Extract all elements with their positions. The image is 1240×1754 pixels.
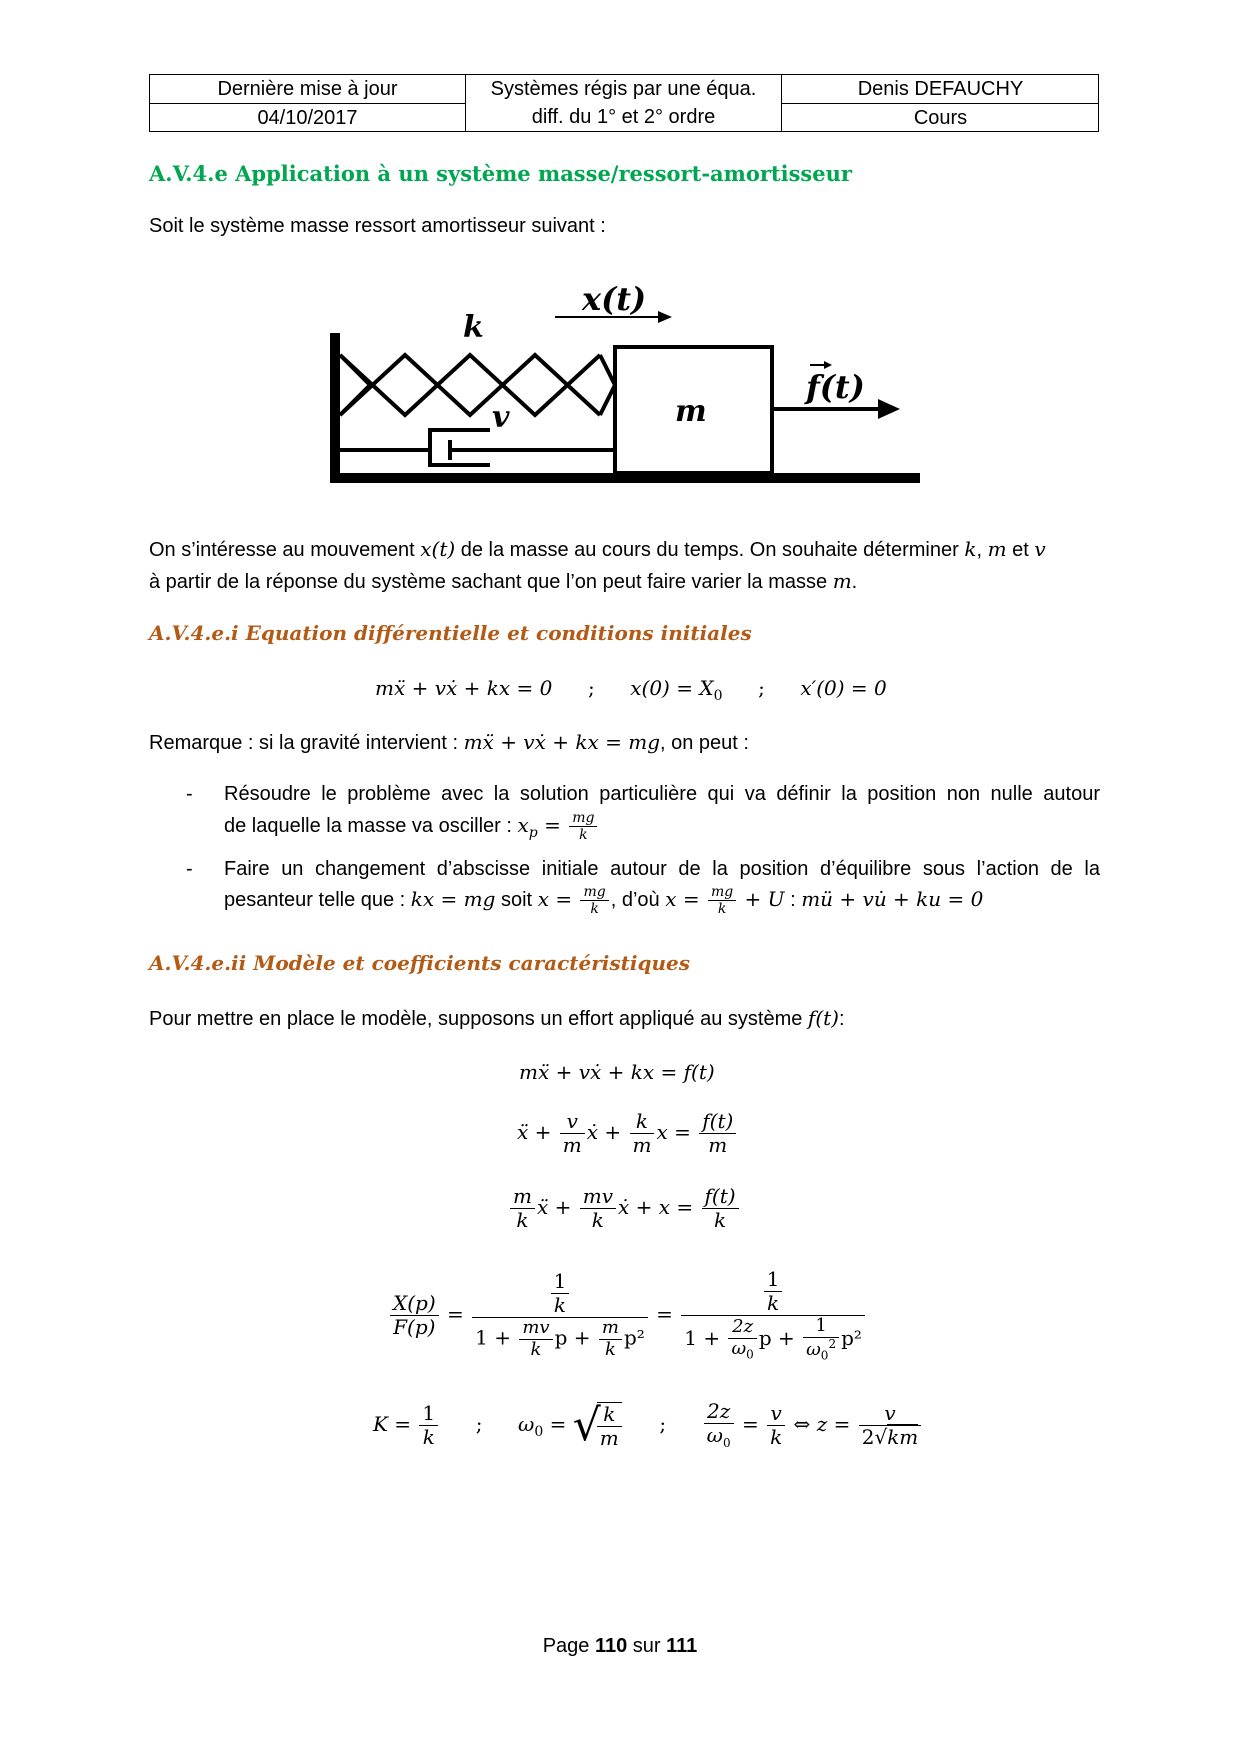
- mass-label: m: [675, 394, 707, 429]
- doc-title-line1: Systèmes régis par une équa.: [490, 77, 757, 100]
- model-equation-2: ẍ + $\frac{v}{m}$ ẋ + $\frac{k}{m}$ x = $\frac{f(t)}{m}$: [517, 1110, 738, 1157]
- damper-label: v: [492, 400, 510, 435]
- remark: Remarque : si la gravité intervient : mẍ + vẋ + kx = mg, on peut :: [149, 730, 749, 754]
- subsection-2-heading: A.V.4.e.ii Modèle et coefficients caractéristiques: [149, 951, 690, 975]
- bullet-2-dash: -: [186, 858, 193, 880]
- bullet-2-line-2: pesanteur telle que : kx = mg soit x = $\frac{mg}{k}$ , d’où x = $\frac{mg}{k}$ + U : mü + vu̇ + ku = 0: [224, 884, 984, 918]
- bullet-1-dash: -: [186, 783, 193, 805]
- sqrt-sign: √: [572, 1400, 601, 1451]
- ode-equation: mẍ + vẋ + kx = 0 ; $x(0) = X_0$ ; x′(0) = 0: [375, 676, 887, 704]
- displacement-label: x(t): [582, 280, 647, 318]
- bullet-2-line-1: Faire un changement d’abscisse initiale autour de la position d’équilibre sous l’action de la: [224, 858, 1100, 880]
- header-table: [149, 74, 1099, 132]
- mass-spring-damper-figure: [320, 275, 920, 495]
- bullet-1-line-2: de laquelle la masse va osciller : $x_p$ = $\frac{mg}{k}$: [224, 810, 599, 843]
- model-equation-1: mẍ + vẋ + kx = f(t): [519, 1060, 715, 1084]
- model-equation-3: $\frac{m}{k}$ ẍ + $\frac{mv}{k}$ ẋ + x = $\frac{f(t)}{k}$: [508, 1185, 741, 1232]
- paragraph-1-line-1: On s’intéresse au mouvement x(t) de la masse au cours du temps. On souhaite déterminer k, m et v: [149, 537, 1046, 561]
- spring-label: k: [463, 310, 484, 345]
- wall: [330, 333, 340, 483]
- transfer-function: $\frac{X(p)}{F(p)}$ = $\frac{1}{k}$ 1 + $\frac{mv}{k}$ p + $\frac{m}{k}$ p² = $\frac{1}{k}$ 1 + $\frac{2z}{\omega_0}$ p + $\frac{1}{\omega_0^2}$ p²: [388, 1268, 867, 1363]
- last-update-label: Dernière mise à jour: [217, 77, 398, 100]
- doc-title-line2: diff. du 1° et 2° ordre: [531, 105, 716, 128]
- section-intro: Soit le système masse ressort amortisseur suivant :: [149, 215, 606, 237]
- paragraph-1-line-2: à partir de la réponse du système sachant que l’on peut faire varier la masse m.: [149, 569, 858, 593]
- subsection-1-heading: A.V.4.e.i Equation différentielle et conditions initiales: [149, 621, 752, 645]
- characteristic-coefficients: K = $\frac{1}{k}$ ; $\omega_0$ = √ $\frac{k}{m}$ ; $\frac{2z}{\omega_0}$ = $\frac{v}{k}$ ⇔ z = $\frac{v}{2√km}$: [373, 1400, 923, 1451]
- subsection-2-intro: Pour mettre en place le modèle, supposons un effort appliqué au système f(t):: [149, 1006, 845, 1030]
- force-label: f(t): [806, 368, 865, 406]
- spring: [340, 355, 615, 415]
- page-footer: Page 110 sur 111: [542, 1635, 698, 1657]
- damper: [340, 430, 615, 465]
- doc-type: Cours: [913, 106, 968, 129]
- author: Denis DEFAUCHY: [857, 77, 1024, 100]
- bullet-1-line-1: Résoudre le problème avec la solution particulière qui va définir la position non nulle autour: [224, 783, 1100, 805]
- section-heading: A.V.4.e Application à un système masse/ressort-amortisseur: [149, 161, 852, 186]
- update-date: 04/10/2017: [257, 106, 358, 129]
